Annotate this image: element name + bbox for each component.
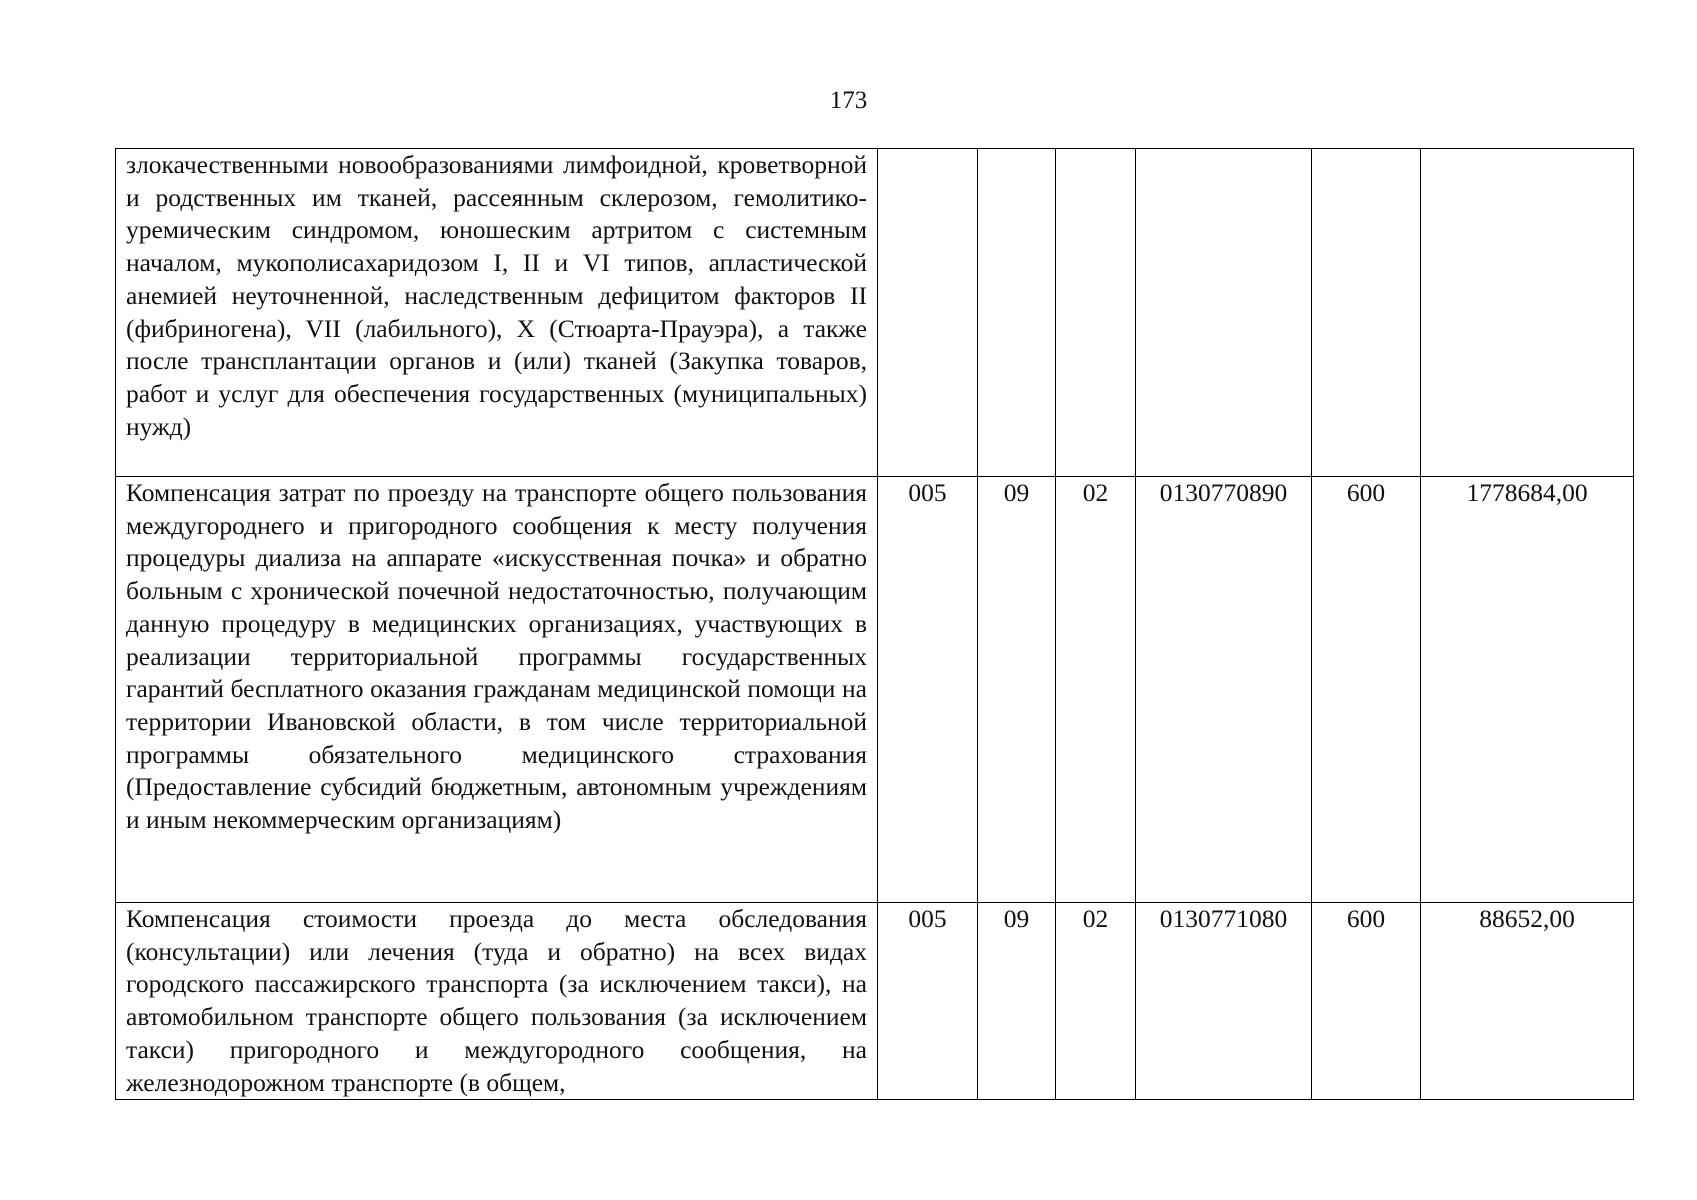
- ministry-code: [878, 149, 978, 477]
- expense-type-code: 600: [1312, 477, 1421, 903]
- subsection-code: 02: [1056, 477, 1136, 903]
- budget-table: [115, 148, 1634, 1100]
- target-article-code: [1136, 149, 1312, 477]
- amount-value: 88652,00: [1421, 903, 1634, 1100]
- amount-value: 1778684,00: [1421, 477, 1634, 903]
- section-code: 09: [978, 477, 1056, 903]
- section-code: 09: [978, 903, 1056, 1100]
- ministry-code: 005: [878, 903, 978, 1100]
- subsection-code: 02: [1056, 903, 1136, 1100]
- expense-type-code: 600: [1312, 903, 1421, 1100]
- table-row: [116, 477, 1634, 903]
- target-article-code: 0130771080: [1136, 903, 1312, 1100]
- expense-type-code: [1312, 149, 1421, 477]
- target-article-code: 0130770890: [1136, 477, 1312, 903]
- amount-value: [1421, 149, 1634, 477]
- row-description: злокачественными новообразованиями лимфоидной, кроветворной и родственных им тканей, рассеянным склерозом, гемолитико-уремическим синдромом, юношеским артритом с системным началом, мукополисахаридозом I, II и VI типов, апластической анемией неуточненной, наследственным дефицитом факторов II (фибриногена), VII (лабильного), X (Стюарта-Прауэра), а также после трансплантации органов и (или) тканей (Закупка товаров, работ и услуг для обеспечения государственных (муниципальных) нужд): [116, 149, 878, 477]
- page-number: 173: [829, 87, 868, 114]
- row-description: Компенсация затрат по проезду на транспорте общего пользования междугороднего и пригородного сообщения к месту получения процедуры диализа на аппарате «искусственная почка» и обратно больным с хронической почечной недостаточностью, получающим данную процедуру в медицинских организациях, участвующих в реализации территориальной программы государственных гарантий бесплатного оказания гражданам медицинской помощи на территории Ивановской области, в том числе территориальной программы обязательного медицинского страхования (Предоставление субсидий бюджетным, автономным учреждениям и иным некоммерческим организациям): [116, 477, 878, 903]
- section-code: [978, 149, 1056, 477]
- ministry-code: 005: [878, 477, 978, 903]
- row-description: Компенсация стоимости проезда до места обследования (консультации) или лечения (туда и обратно) на всех видах городского пассажирского транспорта (за исключением такси), на автомобильном транспорте общего пользования (за исключением такси) пригородного и междугородного сообщения, на железнодорожном транспорте (в общем,: [116, 903, 878, 1100]
- table-row: [116, 149, 1634, 477]
- subsection-code: [1056, 149, 1136, 477]
- table-row: [116, 903, 1634, 1100]
